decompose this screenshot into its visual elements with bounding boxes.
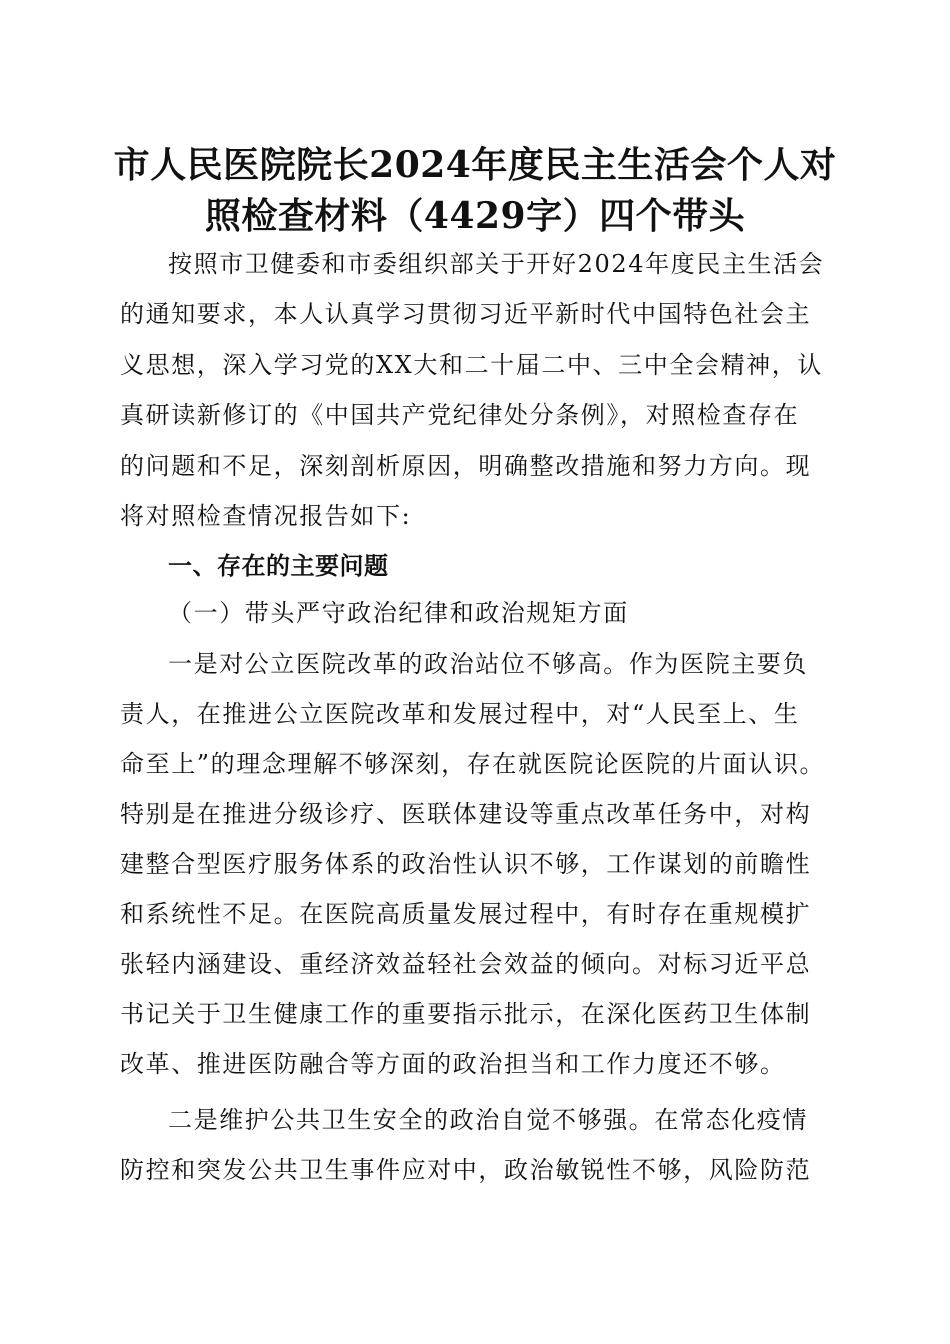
para1-line-2: 责人，在推进公立医院改革和发展过程中，对“人民至上、生 xyxy=(120,700,800,728)
section-heading: 一、存在的主要问题 xyxy=(168,552,389,580)
para1-line-6: 和系统性不足。在医院高质量发展过程中，有时存在重规模扩 xyxy=(120,900,812,928)
para2-line-2: 防控和突发公共卫生事件应对中，政治敏锐性不够，风险防范 xyxy=(120,1156,812,1184)
intro-line-5: 的问题和不足，深刻剖析原因，明确整改措施和努力方向。现 xyxy=(120,452,812,480)
intro-line-6: 将对照检查情况报告如下: xyxy=(120,502,412,530)
document-title-line-2: 照检查材料（4429字）四个带头 xyxy=(204,195,746,237)
subsection-heading: （一）带头严守政治纪律和政治规矩方面 xyxy=(168,599,629,627)
para1-line-7: 张轻内涵建设、重经济效益轻社会效益的倾向。对标习近平总 xyxy=(120,950,812,978)
para1-line-3: 命至上”的理念理解不够深刻，存在就医院论医院的片面认识。 xyxy=(120,750,826,778)
para2-line-1: 二是维护公共卫生安全的政治自觉不够强。在常态化疫情 xyxy=(168,1106,808,1134)
intro-line-2: 的通知要求，本人认真学习贯彻习近平新时代中国特色社会主 xyxy=(120,300,812,328)
para1-line-5: 建整合型医疗服务体系的政治性认识不够，工作谋划的前瞻性 xyxy=(120,850,812,878)
para1-line-9: 改革、推进医防融合等方面的政治担当和工作力度还不够。 xyxy=(120,1050,786,1078)
para1-line-1: 一是对公立医院改革的政治站位不够高。作为医院主要负 xyxy=(168,650,808,678)
para1-line-4: 特别是在推进分级诊疗、医联体建设等重点改革任务中，对构 xyxy=(120,800,812,828)
intro-line-4: 真研读新修订的《中国共产党纪律处分条例》，对照检查存在 xyxy=(120,401,800,429)
intro-line-3: 义思想，深入学习党的XX大和二十届二中、三中全会精神，认 xyxy=(120,351,823,379)
document-title-line-1: 市人民医院院长2024年度民主生活会个人对 xyxy=(113,144,837,186)
intro-line-1: 按照市卫健委和市委组织部关于开好2024年度民主生活会 xyxy=(168,250,825,278)
para1-line-8: 书记关于卫生健康工作的重要指示批示，在深化医药卫生体制 xyxy=(120,1000,812,1028)
